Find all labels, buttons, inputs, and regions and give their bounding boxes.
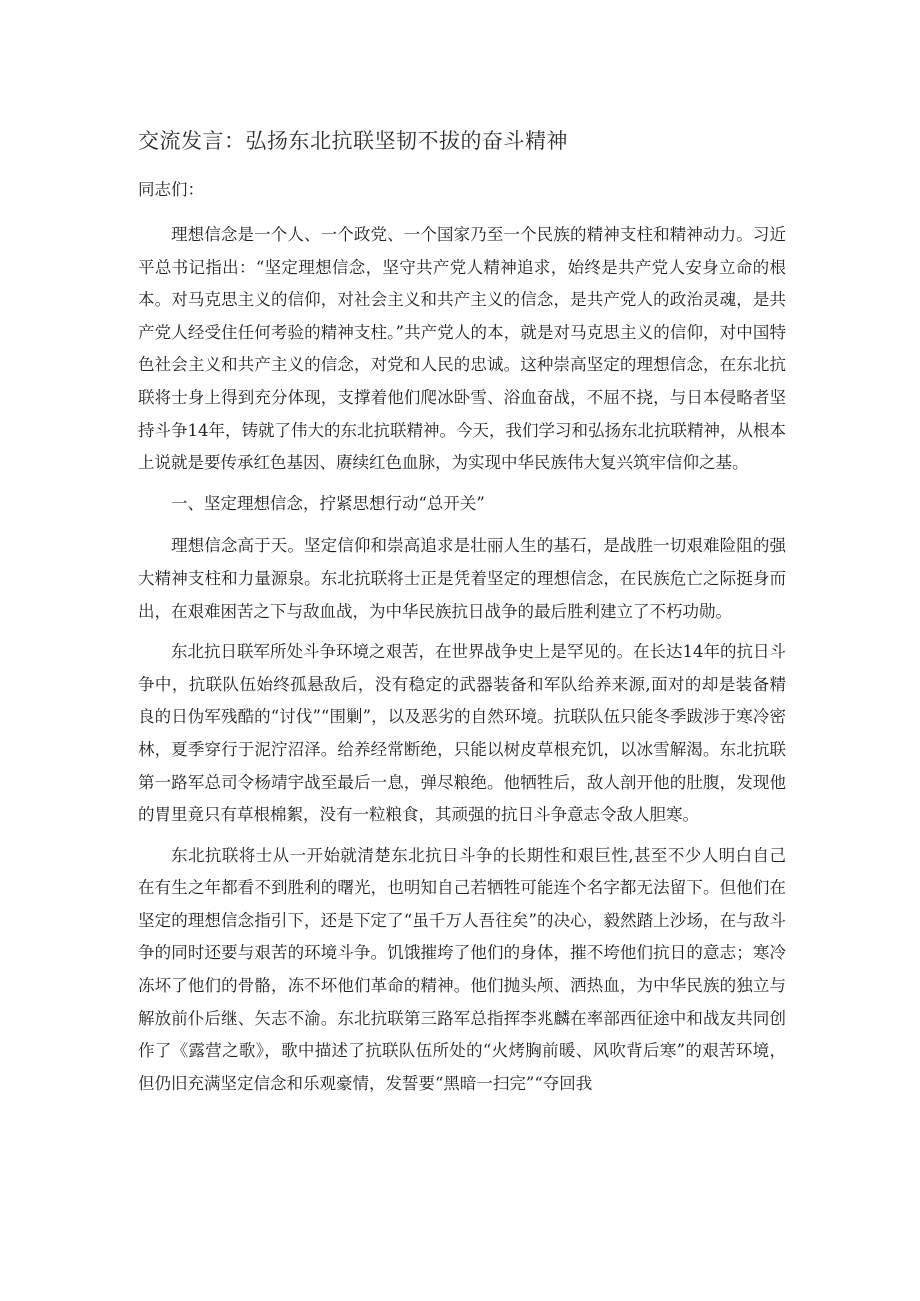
document-body [138, 219, 786, 1108]
paragraph: 理想信念高于天。坚定信仰和崇高追求是壮丽人生的基石，是战胜一切艰难险阻的强大精神支柱和力量源泉。东北抗联将士正是凭着坚定的理想信念，在民族危亡之际挺身而出，在艰难困苦之下与敌血战，为中华民族抗日战争的最后胜利建立了不朽功勋。 [138, 536, 786, 621]
section-heading-1: 一、坚定理想信念，拧紧思想行动“总开关” [171, 493, 485, 513]
paragraph: 东北抗联将士从一开始就清楚东北抗日斗争的长期性和艰巨性,甚至不少人明白自己在有生之年都看不到胜利的曙光，也明知自己若牺牲可能连个名字都无法留下。但他们在坚定的理想信念指引下，还是下定了“虽千万人吾往矣”的决心，毅然踏上沙场，在与敌斗争的同时还要与艰苦的环境斗争。饥饿摧垮了他们的身体，摧不垮他们抗日的意志；寒冷冻坏了他们的骨骼，冻不坏他们革命的精神。他们抛头颅、洒热血，为中华民族的独立与解放前仆后继、矢志不渝。东北抗联第三路军总指挥李兆麟在率部西征途中和战友共同创作了《露营之歌》，歌中描述了抗联队伍所处的“火烤胸前暖、风吹背后寒”的艰苦环境，但仍旧充满坚定信念和乐观豪情，发誓要“黑暗一扫完”“夺回我 [138, 845, 786, 1093]
greeting: 同志们： [138, 180, 204, 199]
paragraph: 东北抗日联军所处斗争环境之艰苦，在世界战争史上是罕见的。在长达14年的抗日斗争中，抗联队伍始终孤悬敌后，没有稳定的武器装备和军队给养来源,面对的却是装备精良的日伪军残酷的“讨伐”“围剿”，以及恶劣的自然环境。抗联队伍只能冬季跋涉于寒冷密林，夏季穿行于泥泞沼泽。给养经常断绝，只能以树皮草根充饥，以冰雪解渴。东北抗联第一路军总司令杨靖宇战至最后一息，弹尽粮绝。他牺牲后，敌人剖开他的肚腹，发现他的胃里竟只有草根棉絮，没有一粒粮食，其顽强的抗日斗争意志令敌人胆寒。 [138, 642, 786, 825]
document-title: 交流发言：弘扬东北抗联坚韧不拔的奋斗精神 [138, 129, 568, 153]
paragraph-intro: 理想信念是一个人、一个政党、一个国家乃至一个民族的精神支柱和精神动力。习近平总书记指出：“坚定理想信念，坚守共产党人精神追求，始终是共产党人安身立命的根本。对马克思主义的信仰，对社会主义和共产主义的信念，是共产党人的政治灵魂，是共产党人经受住任何考验的精神支柱。”共产党人的本，就是对马克思主义的信仰，对中国特色社会主义和共产主义的信念，对党和人民的忠诚。这种崇高坚定的理想信念，在东北抗联将士身上得到充分体现，支撑着他们爬冰卧雪、浴血奋战，不屈不挠，与日本侵略者坚持斗争14年，铸就了伟大的东北抗联精神。今天，我们学习和弘扬东北抗联精神，从根本上说就是要传承红色基因、赓续红色血脉，为实现中华民族伟大复兴筑牢信仰之基。 [138, 225, 786, 473]
